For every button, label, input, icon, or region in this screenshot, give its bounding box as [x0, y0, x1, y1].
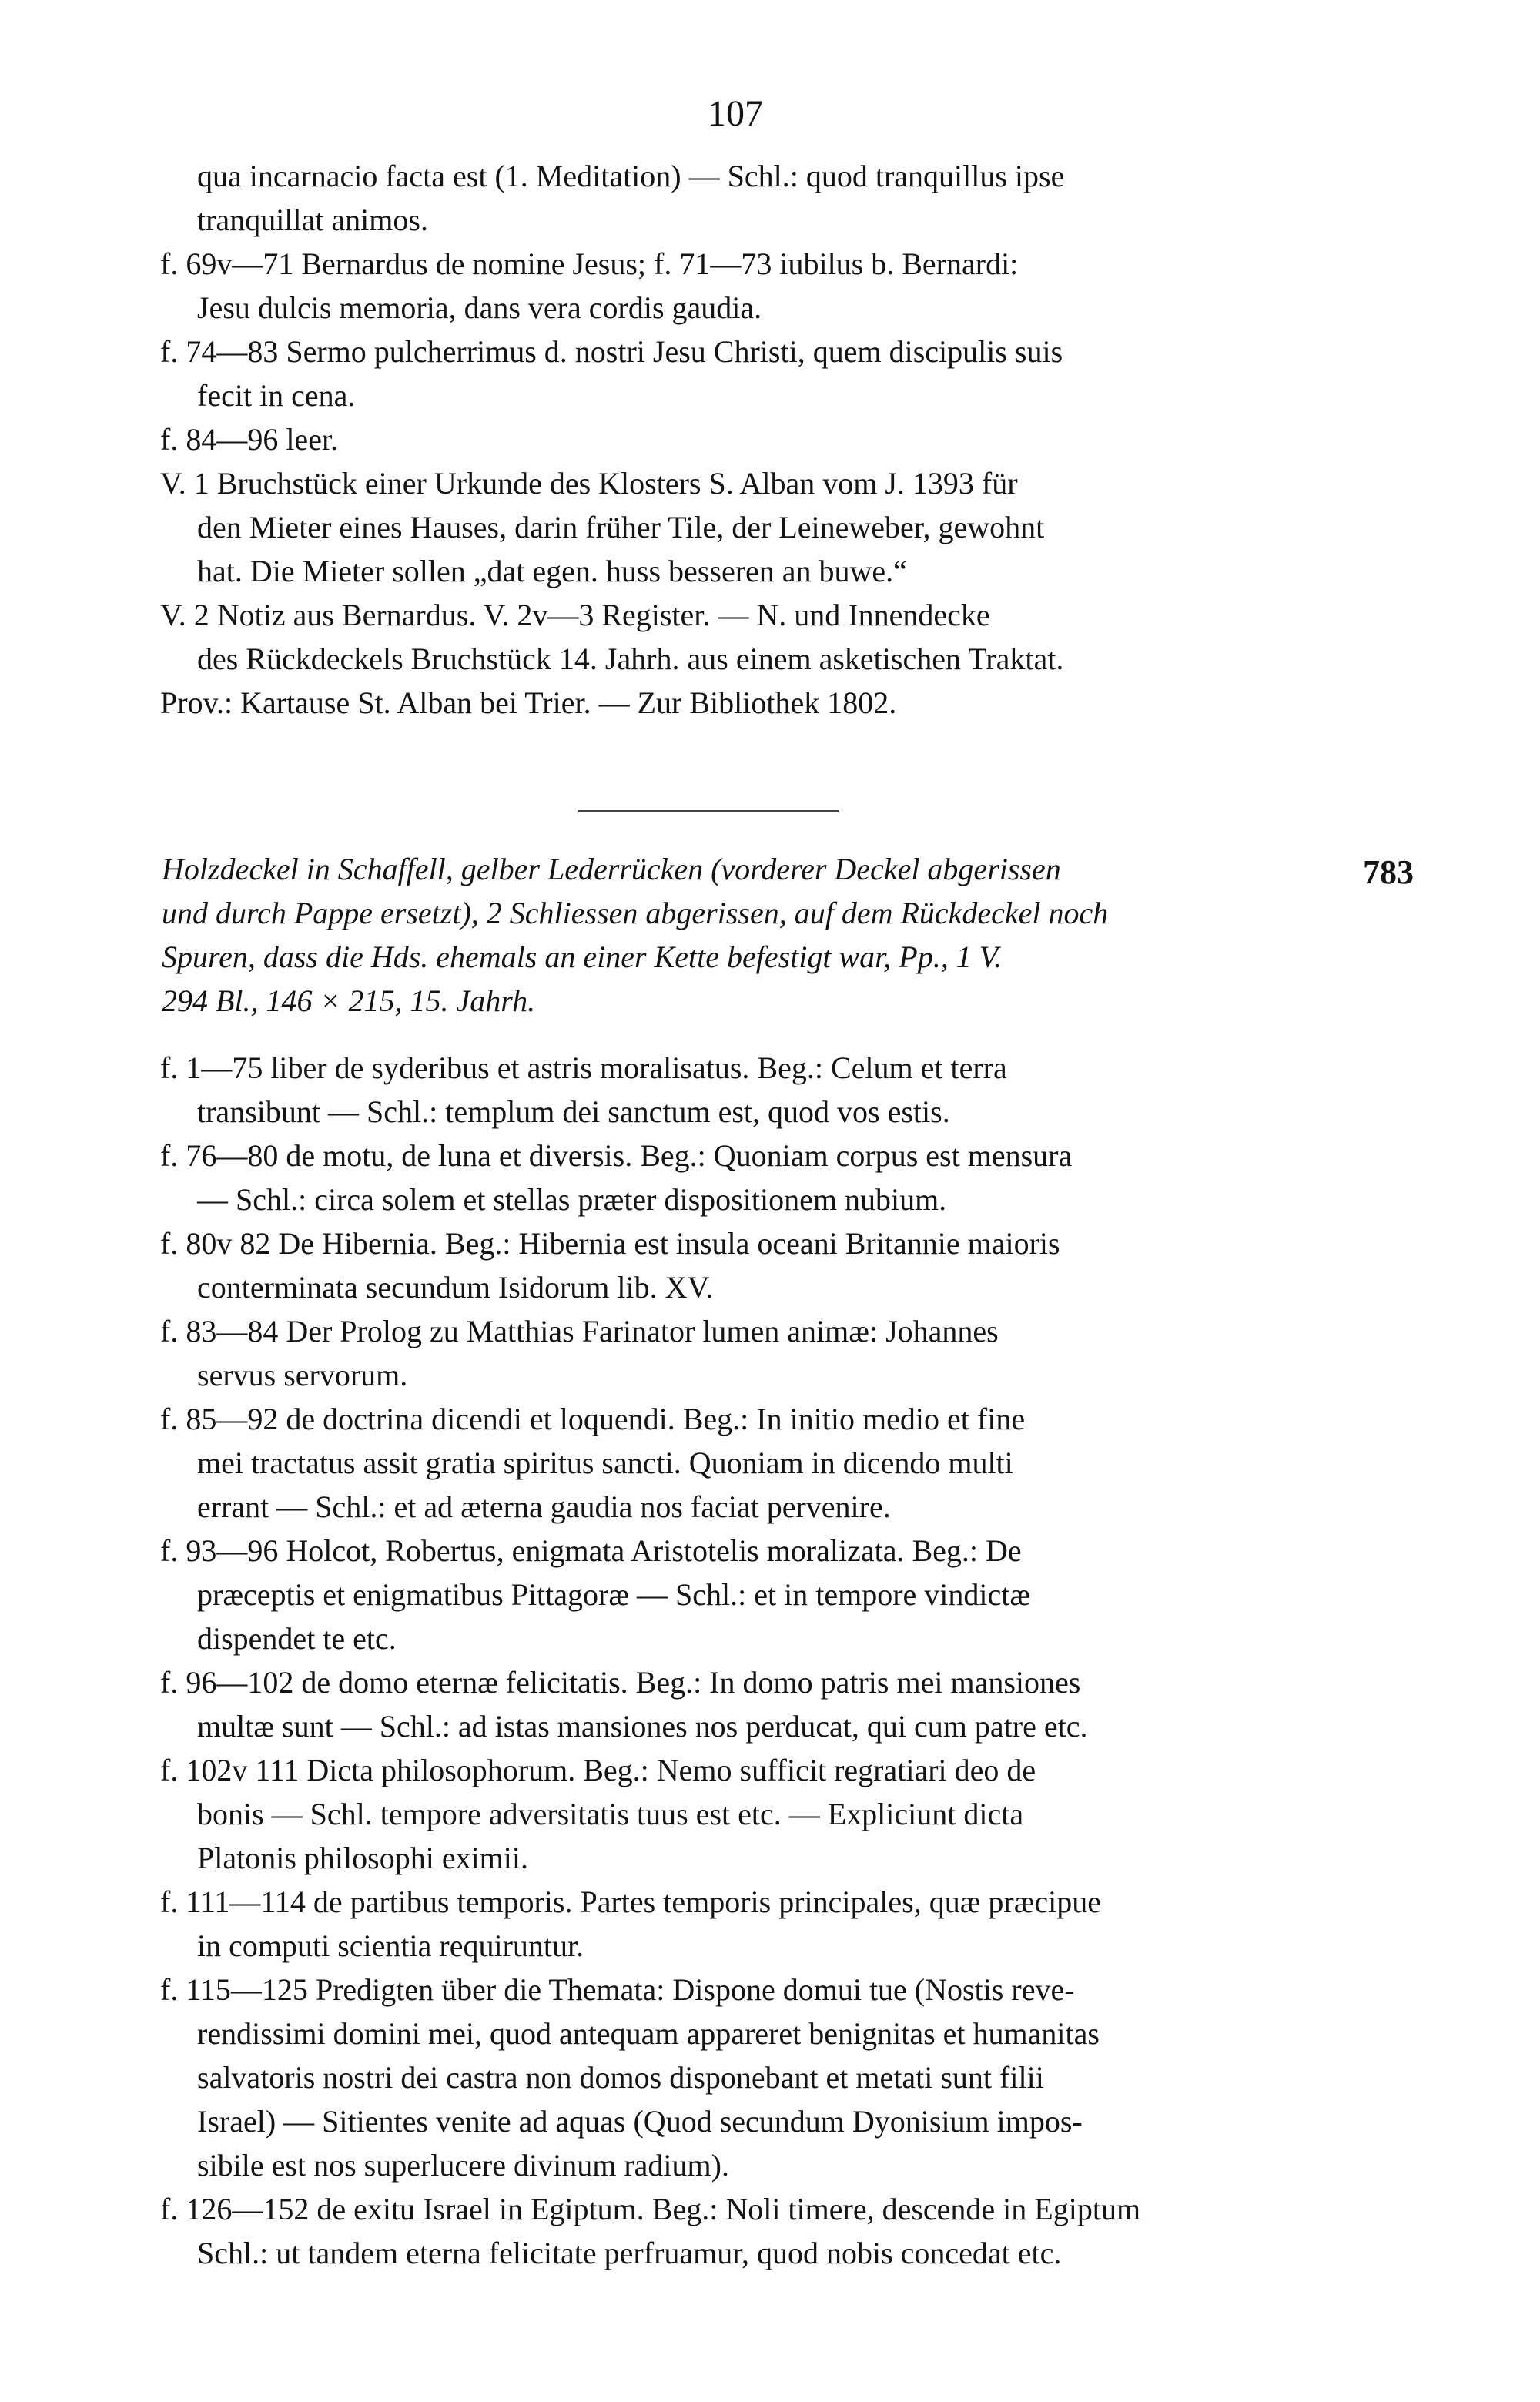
entry-line: f. 96—102 de domo eternæ felicitatis. Beg.: In domo patris mei mansiones: [160, 1665, 1081, 1700]
description-line: 294 Bl., 146 × 215, 15. Jahrh.: [162, 983, 536, 1018]
entry-line: in computi scientia requiruntur.: [197, 1928, 584, 1963]
entry-line: Schl.: ut tandem eterna felicitate perfruamur, quod nobis concedat etc.: [197, 2236, 1062, 2270]
entry-line: Israel) — Sitientes venite ad aquas (Quod secundum Dyonisium impos-: [197, 2104, 1083, 2139]
entry-line: f. 115—125 Predigten über die Themata: Dispone domui tue (Nostis reve-: [160, 1972, 1075, 2007]
entry-line: Jesu dulcis memoria, dans vera cordis gaudia.: [197, 290, 762, 325]
margin-manuscript-number: 783: [1363, 853, 1414, 891]
entry-line: V. 1 Bruchstück einer Urkunde des Klosters S. Alban vom J. 1393 für: [160, 466, 1018, 501]
description-line: Holzdeckel in Schaffell, gelber Lederrücken (vorderer Deckel abgerissen: [162, 852, 1061, 886]
entry-line: hat. Die Mieter sollen „dat egen. huss besseren an buwe.“: [197, 554, 907, 588]
entry-line: f. 111—114 de partibus temporis. Partes temporis principales, quæ præcipue: [160, 1884, 1101, 1919]
catalog-entry: [160, 1968, 1338, 2187]
entry-line: errant — Schl.: et ad æterna gaudia nos faciat pervenire.: [197, 1489, 891, 1524]
catalog-entry: [160, 1309, 1338, 1397]
entry-line: f. 83—84 Der Prolog zu Matthias Farinator lumen animæ: Johannes: [160, 1314, 999, 1348]
entry-line: f. 93—96 Holcot, Robertus, enigmata Aristotelis moralizata. Beg.: De: [160, 1533, 1022, 1568]
catalog-entry: [160, 417, 1338, 461]
manuscript-description: [162, 847, 1348, 1023]
entry-line: mei tractatus assit gratia spiritus sancti. Quoniam in dicendo multi: [197, 1446, 1013, 1480]
catalog-entry: [160, 1660, 1338, 1748]
entry-line: conterminata secundum Isidorum lib. XV.: [197, 1270, 714, 1305]
catalog-entry: [160, 242, 1338, 330]
entry-line: f. 85—92 de doctrina dicendi et loquendi. Beg.: In initio medio et fine: [160, 1402, 1026, 1436]
entry-line: bonis — Schl. tempore adversitatis tuus est etc. — Expliciunt dicta: [197, 1797, 1024, 1831]
entry-line: dispendet te etc.: [197, 1621, 397, 1656]
catalog-entry: [160, 2187, 1338, 2275]
catalog-entry: [160, 1221, 1338, 1309]
catalog-entry: [160, 1529, 1338, 1660]
catalog-entry: [160, 1880, 1338, 1968]
catalog-entry: [160, 681, 1338, 725]
entry-line: V. 2 Notiz aus Bernardus. V. 2v—3 Register. — N. und Innendecke: [160, 598, 990, 632]
top-entries: [160, 154, 1338, 725]
entry-line: fecit in cena.: [197, 378, 356, 413]
catalog-entry: [160, 1748, 1338, 1880]
entry-line: sibile est nos superlucere divinum radium).: [197, 2148, 729, 2183]
entry-line: f. 80v 82 De Hibernia. Beg.: Hibernia est insula oceani Britannie maioris: [160, 1226, 1060, 1261]
entry-line: den Mieter eines Hauses, darin früher Tile, der Leineweber, gewohnt: [197, 510, 1045, 544]
section-divider: [578, 810, 839, 812]
entry-line: f. 69v—71 Bernardus de nomine Jesus; f. 71—73 iubilus b. Bernardi:: [160, 246, 1019, 281]
entry-line: des Rückdeckels Bruchstück 14. Jahrh. aus einem asketischen Traktat.: [197, 642, 1064, 676]
catalog-entry: [160, 461, 1338, 593]
bottom-entries: [160, 1046, 1338, 2275]
catalog-entry: [160, 593, 1338, 681]
catalog-entry: [160, 330, 1338, 417]
entry-line: f. 84—96 leer.: [160, 422, 339, 457]
page-number: 107: [708, 93, 763, 134]
catalog-entry: [160, 1134, 1338, 1221]
description-line: und durch Pappe ersetzt), 2 Schliessen abgerissen, auf dem Rückdeckel noch: [162, 896, 1109, 930]
entry-line: multæ sunt — Schl.: ad istas mansiones nos perducat, qui cum patre etc.: [197, 1709, 1088, 1744]
entry-line: f. 126—152 de exitu Israel in Egiptum. Beg.: Noli timere, descende in Egiptum: [160, 2192, 1141, 2226]
entry-line: rendissimi domini mei, quod antequam appareret benignitas et humanitas: [197, 2016, 1100, 2051]
catalog-entry: [160, 1046, 1338, 1134]
entry-line: qua incarnacio facta est (1. Meditation) — Schl.: quod tranquillus ipse: [197, 159, 1065, 193]
entry-line: transibunt — Schl.: templum dei sanctum est, quod vos estis.: [197, 1094, 950, 1129]
catalog-entry: [160, 1397, 1338, 1529]
entry-line: f. 102v 111 Dicta philosophorum. Beg.: Nemo sufficit regratiari deo de: [160, 1753, 1036, 1787]
description-line: Spuren, dass die Hds. ehemals an einer Kette befestigt war, Pp., 1 V.: [162, 940, 1003, 974]
entry-line: — Schl.: circa solem et stellas præter dispositionem nubium.: [197, 1182, 947, 1217]
entry-line: salvatoris nostri dei castra non domos disponebant et metati sunt filii: [197, 2060, 1044, 2095]
entry-line: præceptis et enigmatibus Pittagoræ — Schl.: et in tempore vindictæ: [197, 1577, 1031, 1612]
entry-line: Prov.: Kartause St. Alban bei Trier. — Zur Bibliothek 1802.: [160, 685, 897, 720]
entry-line: f. 1—75 liber de syderibus et astris moralisatus. Beg.: Celum et terra: [160, 1050, 1007, 1085]
catalog-entry: [160, 154, 1338, 242]
entry-line: f. 74—83 Sermo pulcherrimus d. nostri Jesu Christi, quem discipulis suis: [160, 334, 1063, 369]
entry-line: f. 76—80 de motu, de luna et diversis. Beg.: Quoniam corpus est mensura: [160, 1138, 1073, 1173]
entry-line: servus servorum.: [197, 1358, 408, 1392]
entry-line: Platonis philosophi eximii.: [197, 1841, 529, 1875]
entry-line: tranquillat animos.: [197, 203, 428, 237]
